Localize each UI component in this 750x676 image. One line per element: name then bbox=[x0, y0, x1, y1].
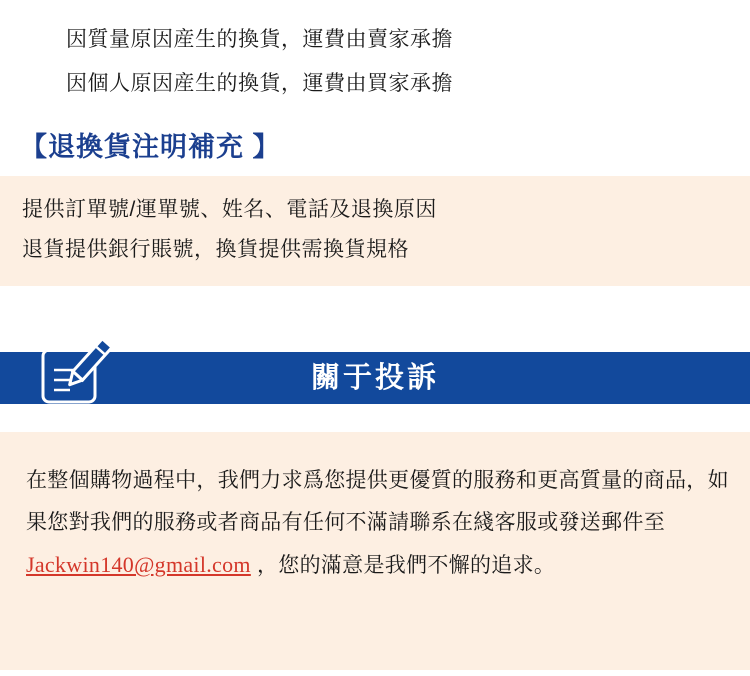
return-policy-lines bbox=[0, 0, 750, 106]
complaint-body-block bbox=[0, 432, 750, 670]
support-email-link[interactable]: Jackwin140@gmail.com bbox=[26, 552, 251, 577]
banner-title: 關于投訴 bbox=[310, 362, 439, 394]
complaint-banner bbox=[0, 338, 750, 408]
complaint-text-before: 在整個購物過程中，我們力求爲您提供更優質的服務和更高質量的商品，如果您對我們的服務或者商品有任何不滿請聯系在綫客服或發送郵件至 bbox=[26, 469, 729, 534]
return-note-heading: 【退換貨注明補充 】 bbox=[20, 132, 281, 162]
complaint-text-after: ，您的滿意是我們不懈的追求。 bbox=[250, 554, 556, 577]
pen-edit-icon bbox=[38, 338, 110, 410]
return-note-line: 退貨提供銀行賬號，換貨提供需換貨規格 bbox=[22, 238, 409, 261]
complaint-text bbox=[26, 460, 732, 587]
return-note-line: 提供訂單號/運單號、姓名、電話及退換原因 bbox=[22, 198, 437, 221]
return-policy-line: 因質量原因産生的換貨，運費由賣家承擔 bbox=[66, 28, 453, 51]
return-note-block bbox=[0, 176, 750, 286]
return-policy-line: 因個人原因産生的換貨，運費由買家承擔 bbox=[66, 72, 453, 95]
